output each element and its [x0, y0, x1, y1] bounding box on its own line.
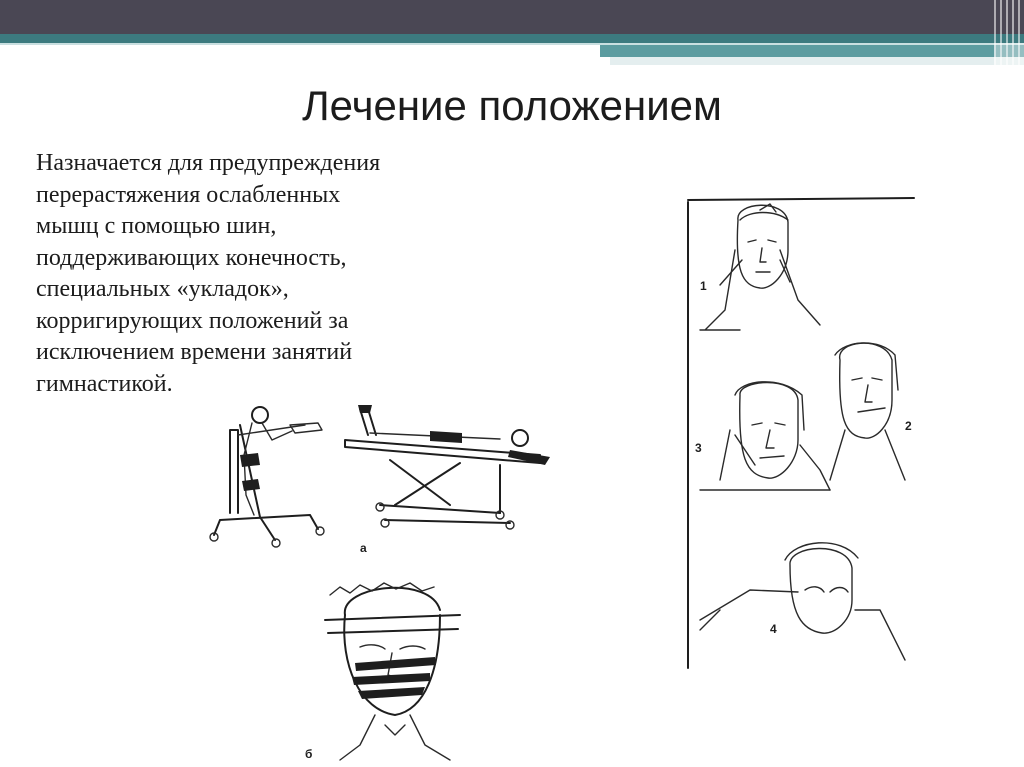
face-figure-1 [700, 204, 820, 330]
face-figure-2 [830, 343, 912, 480]
body-line: гимнастикой. [36, 370, 173, 397]
body-line: мышц с помощью шин, [36, 213, 277, 239]
face-number-2: 2 [905, 419, 912, 433]
header-accent-bar [600, 45, 1024, 57]
body-line: специальных «укладок», [36, 276, 289, 302]
figure-number-b: б [305, 747, 313, 761]
face-exercises-illustration [680, 190, 920, 670]
face-number-3: 3 [695, 441, 702, 455]
face-figure-4 [700, 543, 905, 660]
slide-title: Лечение положением [302, 82, 722, 129]
header-accent-bar-light [610, 57, 1024, 65]
head-bandage-illustration [300, 575, 480, 760]
horizontal-bed-figure [345, 405, 550, 555]
header-teal-stripe [0, 34, 1024, 43]
face-figure-3 [695, 382, 830, 490]
body-line: исключением времени занятий [36, 339, 353, 365]
slide-body-text [36, 148, 496, 400]
body-line: Назначается для предупреждения [36, 150, 381, 176]
standing-frame-figure [210, 407, 324, 547]
header-band [0, 0, 1024, 34]
tilt-table-illustration [200, 395, 560, 570]
face-number-1: 1 [700, 279, 707, 293]
body-line: поддерживающих конечность, [36, 244, 347, 271]
body-line: перерастяжения ослабленных [36, 181, 341, 208]
header-corner-cap [994, 43, 1024, 70]
body-line: корригирующих положений за [36, 307, 349, 334]
face-number-4: 4 [770, 622, 777, 636]
figure-number-a: а [360, 541, 367, 555]
